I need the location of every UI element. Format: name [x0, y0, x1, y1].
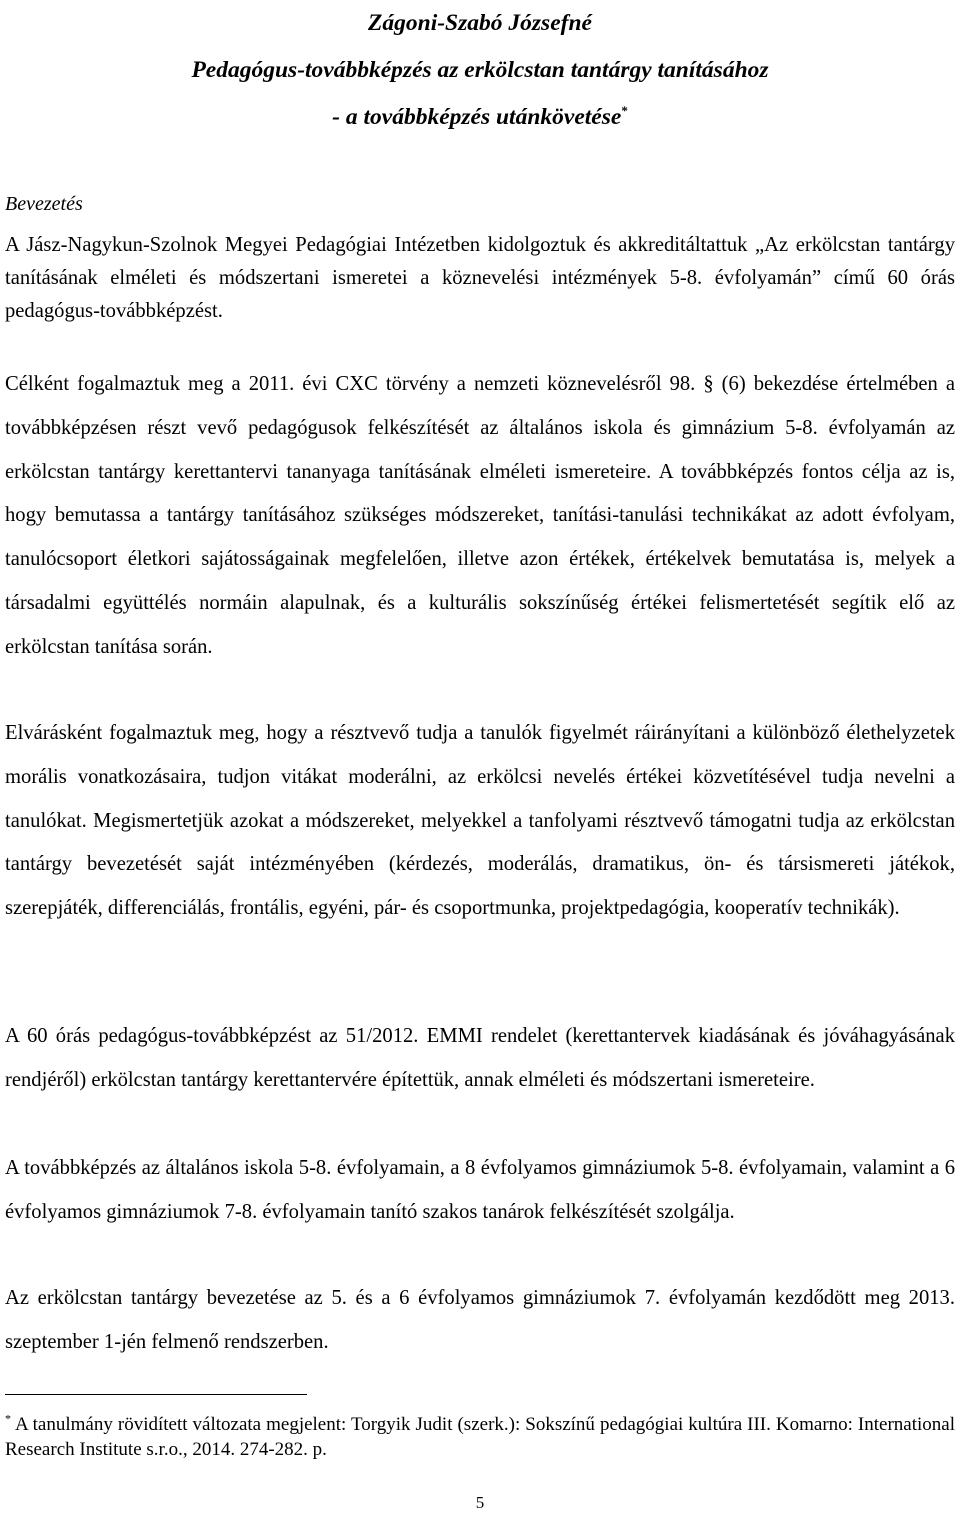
document-subtitle: - a továbbképzés utánkövetése [332, 104, 622, 130]
footnote-separator [5, 1394, 307, 1395]
author-name: Zágoni-Szabó Józsefné [368, 10, 592, 36]
paragraph-expectations: Elvárásként fogalmaztuk meg, hogy a résztvevő tudja a tanulók figyelmét ráirányítani a különböző élethelyzetek morális vonatkozásaira, tudjon vitákat moderálni, az erkölcsi nevelés értékei közvetítésével tudja nevelni a tanulókat. Megismertetjük azokat a módszereket, melyekkel a tanfolyami résztvevő támogatni tudja az erkölcstan tantárgy bevezetését saját intézményében (kérdezés, moderálás, dramatikus, ön- és társismereti játékok, szerepjáték, differenciálás, frontális, egyéni, pár- és csoportmunka, projektpedagógia, kooperatív technikák). [5, 722, 955, 920]
paragraph-introduction-date: Az erkölcstan tantárgy bevezetése az 5. és a 6 évfolyamos gimnáziumok 7. évfolyamán kezdődött meg 2013. szeptember 1-jén felmenő rendszerben. [5, 1287, 955, 1353]
footnote-marker: * [5, 1411, 11, 1426]
paragraph-regulation: A 60 órás pedagógus-továbbképzést az 51/2012. EMMI rendelet (kerettantervek kiadásának és jóváhagyásának rendjéről) erkölcstan tantárgy kerettantervére építettük, annak elméleti és módszertani ismereteire. [5, 1025, 955, 1091]
title-footnote-marker: * [621, 103, 628, 119]
section-heading: Bevezetés [5, 193, 83, 215]
paragraph-goals: Célként fogalmaztuk meg a 2011. évi CXC törvény a nemzeti köznevelésről 98. § (6) bekezdése értelmében a továbbképzésen részt vevő pedagógusok felkészítését az általános iskola és gimnázium 5-8. évfolyamán az erkölcstan tantárgy kerettantervi tananyaga tanításának elméleti ismereteire. A továbbképzés fontos célja az is, hogy bemutassa a tantárgy tanításához szükséges módszereket, tanítási-tanulási technikákat az adott évfolyam, tanulócsoport életkori sajátosságainak megfelelően, illetve azon értékek, értékelvek bemutatása is, melyek a társadalmi együttélés normáin alapulnak, és a kulturális sokszínűség értékei felismertetését segítik elő az erkölcstan tanítása során. [5, 373, 955, 658]
footnote [5, 1412, 955, 1462]
document-subtitle-line [0, 94, 960, 141]
paragraph-intro: A Jász-Nagykun-Szolnok Megyei Pedagógiai Intézetben kidolgoztuk és akkreditáltattuk „Az erkölcstan tantárgy tanításának elméleti és módszertani ismeretei a köznevelési intézmények 5-8. évfolyamán” című 60 órás pedagógus-továbbképzést. [5, 234, 955, 322]
footnote-text: A tanulmány rövidített változata megjelent: Torgyik Judit (szerk.): Sokszínű pedagógiai kultúra III. Komarno: International Research Institute s.r.o., 2014. 274-282. p. [5, 1414, 955, 1460]
title-block [0, 0, 960, 141]
page-number: 5 [475, 1493, 485, 1512]
paragraph-target-audience: A továbbképzés az általános iskola 5-8. évfolyamain, a 8 évfolyamos gimnáziumok 5-8. évfolyamain, valamint a 6 évfolyamos gimnáziumok 7-8. évfolyamain tanító szakos tanárok felkészítését szolgálja. [5, 1157, 955, 1223]
document-title: Pedagógus-továbbképzés az erkölcstan tantárgy tanításához [191, 57, 769, 83]
